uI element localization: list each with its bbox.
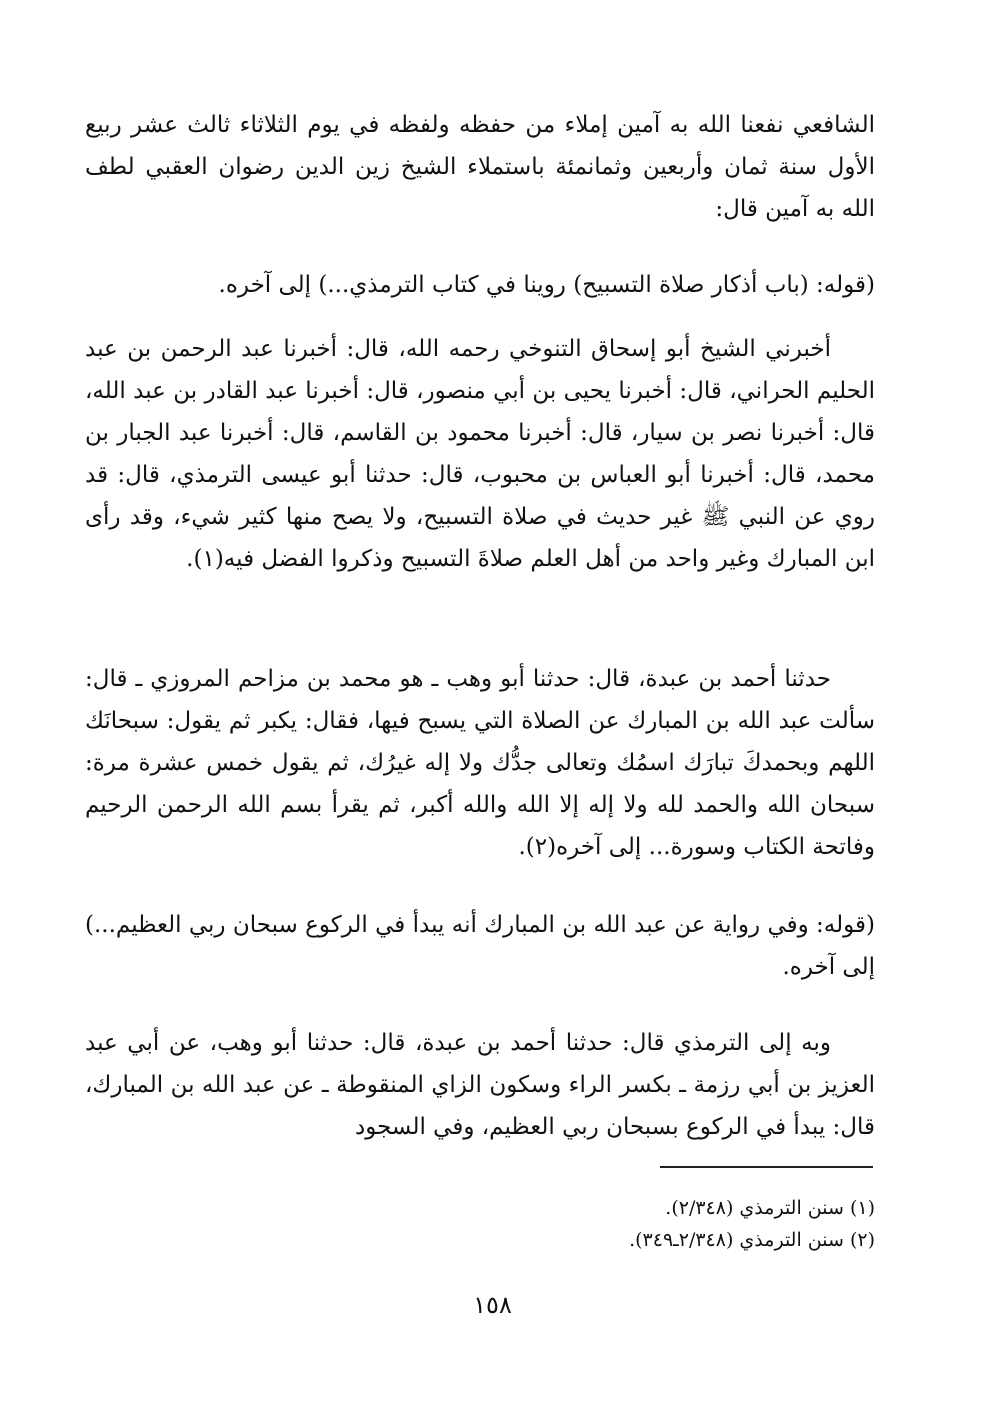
footnote-divider — [660, 1166, 873, 1168]
footnote-2: (٢) سنن الترمذي (٢/٣٤٨ـ٣٤٩). — [629, 1229, 875, 1251]
paragraph-isnad: أخبرني الشيخ أبو إسحاق التنوخي رحمه الله، قال: أخبرنا عبد الرحمن بن عبد الحليم الحراني، قال: أخبرنا يحيى بن أبي منصور، قال: أخبرنا عبد القادر بن عبد الله، قال: أخبرنا نصر بن سيار، قال: أخبرنا محمود بن القاسم، قال: أخبرنا عبد الجبار بن محمد، قال: أخبرنا أبو العباس بن محبوب، قال: حدثنا أبو عيسى الترمذي، قال: قد روي عن النبي ﷺ غير حديث في صلاة التسبيح، ولا يصح منها كثير شيء، وقد رأى ابن المبارك وغير واحد من أهل العلم صلاةَ التسبيح وذكروا الفضل فيه(١). — [85, 336, 875, 572]
paragraph-intro: الشافعي نفعنا الله به آمين إملاء من حفظه ولفظه في يوم الثلاثاء ثالث عشر ربيع الأول سنة ثمان وأربعين وثمانمئة باستملاء الشيخ زين الدين رضوان العقبي لطف الله به آمين قال: — [85, 112, 875, 222]
paragraph-hadith: حدثنا أحمد بن عبدة، قال: حدثنا أبو وهب ـ هو محمد بن مزاحم المروزي ـ قال: سألت عبد الله بن المبارك عن الصلاة التي يسبح فيها، فقال: يكبر ثم يقول: سبحانَك اللهم وبحمدكَ تبارَك اسمُك وتعالى جدُّك ولا إله غيرُك، ثم يقول خمس عشرة مرة: سبحان الله والحمد لله ولا إله إلا الله والله أكبر، ثم يقرأ بسم الله الرحمن الرحيم وفاتحة الكتاب وسورة... إلى آخره(٢). — [85, 666, 875, 860]
paragraph-quote-riwaya: (قوله: وفي رواية عن عبد الله بن المبارك أنه يبدأ في الركوع سبحان ربي العظيم...) إلى آخره. — [85, 912, 875, 980]
footnotes — [300, 1192, 875, 1256]
paragraph-quote-heading: (قوله: (باب أذكار صلاة التسبيح) روينا في كتاب الترمذي...) إلى آخره. — [218, 272, 875, 298]
page-number: ١٥٨ — [473, 1291, 512, 1319]
paragraph-continuation: وبه إلى الترمذي قال: حدثنا أحمد بن عبدة، قال: حدثنا أبو وهب، عن أبي عبد العزيز بن أبي رزمة ـ بكسر الراء وسكون الزاي المنقوطة ـ عن عبد الله بن المبارك، قال: يبدأ في الركوع بسبحان ربي العظيم، وفي السجود — [85, 1030, 875, 1140]
footnote-1: (١) سنن الترمذي (٢/٣٤٨). — [665, 1197, 875, 1219]
